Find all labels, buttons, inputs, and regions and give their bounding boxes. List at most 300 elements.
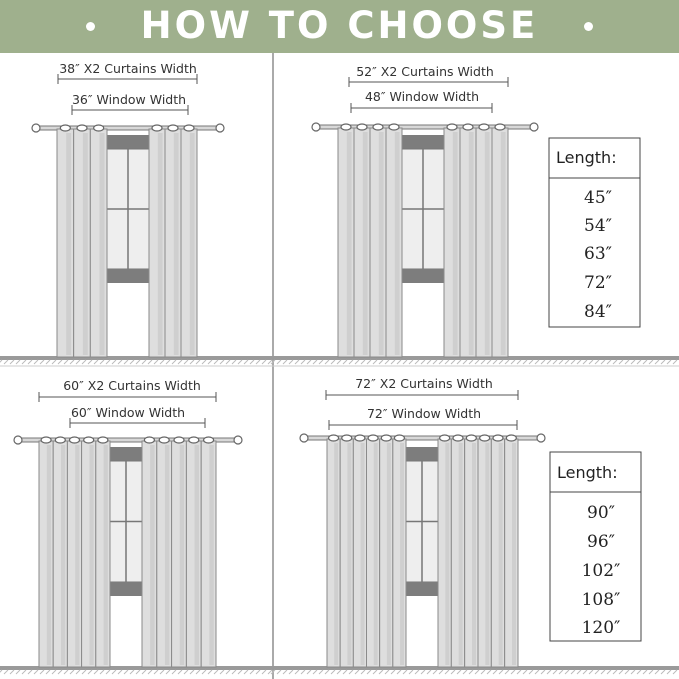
curtain-shadow (469, 132, 474, 355)
floor-hatch (196, 670, 200, 674)
length-box-short (549, 138, 640, 327)
floor-hatch (553, 670, 557, 674)
floor-hatch (94, 670, 98, 674)
floor-hatch (244, 670, 248, 674)
floor-hatch (601, 670, 605, 674)
floor-hatch (40, 670, 44, 674)
panel-38-inch (0, 61, 273, 364)
floor-hatch (403, 360, 407, 364)
floor-hatch (22, 360, 26, 364)
floor-hatch (655, 360, 659, 364)
floor-hatch (499, 670, 503, 674)
window-sill (404, 582, 440, 596)
curtain-shadow (485, 443, 489, 665)
floor-hatch (289, 670, 293, 674)
curtain-shadow (174, 133, 179, 355)
curtain-fold-left (386, 128, 402, 357)
curtain-shadow (61, 445, 65, 665)
floor-hatch (64, 670, 68, 674)
floor-hatch (523, 360, 527, 364)
floor-hatch (160, 360, 164, 364)
floor-hatch (631, 360, 635, 364)
floor-hatch (277, 670, 281, 674)
floor-hatch (130, 670, 134, 674)
floor-hatch (577, 360, 581, 364)
floor-hatch (130, 360, 134, 364)
grommet-ring (77, 125, 87, 131)
floor-hatch (367, 670, 371, 674)
floor-hatch (607, 360, 611, 364)
curtain-shadow (445, 443, 449, 665)
floor-hatch (16, 360, 20, 364)
floor-hatch (481, 360, 485, 364)
floor-hatch (349, 360, 353, 364)
grommet-ring (84, 437, 94, 443)
grommet-ring (373, 124, 383, 130)
floor-hatch (409, 360, 413, 364)
floor-hatch (238, 360, 242, 364)
floor-hatch (10, 360, 14, 364)
floor-hatch (232, 670, 236, 674)
grommet-ring (440, 435, 450, 441)
curtain-shadow (387, 443, 391, 665)
rod-finial-left (32, 124, 40, 132)
floor-hatch (142, 360, 146, 364)
length-value: 108″ (581, 590, 621, 610)
floor-hatch (499, 360, 503, 364)
floor-hatch (649, 670, 653, 674)
floor-hatch (457, 670, 461, 674)
floor-hatch (325, 360, 329, 364)
grommet-ring (60, 125, 70, 131)
floor-hatch (421, 360, 425, 364)
floor-hatch (331, 670, 335, 674)
curtain-shadow (361, 443, 365, 665)
curtain-shadow (512, 443, 516, 665)
grommet-ring (381, 435, 391, 441)
floor-hatch (451, 670, 455, 674)
curtain-fold-right (491, 439, 504, 667)
length-value: 90″ (587, 503, 615, 523)
floor-hatch (76, 360, 80, 364)
floor-hatch (124, 670, 128, 674)
floor-hatch (415, 670, 419, 674)
grommet-ring (466, 435, 476, 441)
window-header (110, 447, 142, 461)
floor-hatch (58, 360, 62, 364)
floor-hatch (94, 360, 98, 364)
floor-hatch (184, 670, 188, 674)
floor-hatch (457, 360, 461, 364)
grommet-ring (174, 437, 184, 443)
floor-hatch (445, 670, 449, 674)
floor-hatch (433, 670, 437, 674)
floor-hatch (319, 360, 323, 364)
floor-hatch (379, 360, 383, 364)
rod-finial-right (216, 124, 224, 132)
floor-hatch (82, 360, 86, 364)
floor-hatch (667, 360, 671, 364)
grommet-ring (447, 124, 457, 130)
curtain-fold-left (354, 128, 370, 357)
length-value: 63″ (584, 244, 612, 264)
floor-hatch (625, 360, 629, 364)
floor-hatch (433, 360, 437, 364)
floor-hatch (301, 670, 305, 674)
curtain-shadow (334, 443, 338, 665)
floor-hatch (100, 670, 104, 674)
floor-hatch (262, 360, 266, 364)
curtain-fold-right (476, 128, 492, 357)
floor-hatch (52, 670, 56, 674)
floor-hatch (40, 360, 44, 364)
curtain-shadow (89, 445, 93, 665)
curtain-shadow (347, 132, 352, 355)
floor-hatch (337, 670, 341, 674)
floor-hatch (16, 670, 20, 674)
floor-hatch (250, 360, 254, 364)
floor-hatch (214, 360, 218, 364)
floor-hatch (178, 360, 182, 364)
grommet-ring (144, 437, 154, 443)
grommet-ring (368, 435, 378, 441)
window-sill (105, 269, 151, 283)
curtain-shadow (100, 133, 105, 355)
grommet-ring (70, 437, 80, 443)
floor-hatch (256, 360, 260, 364)
floor-hatch (64, 360, 68, 364)
floor-hatch (208, 360, 212, 364)
floor-hatch (355, 360, 359, 364)
floor-hatch (595, 670, 599, 674)
floor-hatch (529, 360, 533, 364)
length-value: 102″ (581, 561, 621, 581)
floor-hatch (208, 670, 212, 674)
floor-hatch (559, 670, 563, 674)
grommet-ring (394, 435, 404, 441)
length-heading: Length: (557, 463, 618, 482)
floor-hatch (112, 670, 116, 674)
floor-hatch (427, 360, 431, 364)
floor-hatch (361, 670, 365, 674)
floor-hatch (301, 360, 305, 364)
rod-finial-left (300, 434, 308, 442)
floor-hatch (451, 360, 455, 364)
floor-hatch (541, 670, 545, 674)
floor-hatch (547, 360, 551, 364)
floor-hatch (463, 670, 467, 674)
floor-hatch (613, 360, 617, 364)
floor-hatch (535, 360, 539, 364)
floor-hatch (469, 360, 473, 364)
curtain-shadow (374, 443, 378, 665)
rod-finial-right (234, 436, 242, 444)
floor-hatch (337, 360, 341, 364)
floor-hatch (661, 360, 665, 364)
floor-hatch (673, 360, 677, 364)
floor-hatch (517, 360, 521, 364)
floor-hatch (379, 670, 383, 674)
grommet-ring (506, 435, 516, 441)
floor-hatch (619, 360, 623, 364)
length-value: 84″ (584, 302, 612, 322)
floor-hatch (409, 670, 413, 674)
grommet-ring (168, 125, 178, 131)
floor-hatch (553, 360, 557, 364)
floor-hatch (397, 360, 401, 364)
grommet-ring (94, 125, 104, 131)
floor-hatch (529, 670, 533, 674)
grommet-ring (55, 437, 65, 443)
grommet-ring (189, 437, 199, 443)
floor-hatch (46, 360, 50, 364)
floor-hatch (637, 360, 641, 364)
curtain-shadow (209, 445, 213, 665)
floor-hatch (571, 670, 575, 674)
length-heading: Length: (556, 148, 617, 167)
floor-hatch (166, 360, 170, 364)
length-value: 54″ (584, 216, 612, 236)
curtain-shadow (83, 133, 88, 355)
curtain-shadow (158, 133, 163, 355)
floor-hatch (34, 360, 38, 364)
floor-hatch (511, 360, 515, 364)
floor-hatch (595, 360, 599, 364)
curtain-shadow (347, 443, 351, 665)
floor-hatch (619, 670, 623, 674)
floor-hatch (667, 670, 671, 674)
grommet-ring (41, 437, 51, 443)
floor-hatch (88, 670, 92, 674)
curtain-shadow (472, 443, 476, 665)
floor-hatch (100, 360, 104, 364)
floor-hatch (625, 670, 629, 674)
floor-hatch (313, 360, 317, 364)
curtain-shadow (165, 445, 169, 665)
floor-hatch (112, 360, 116, 364)
floor-hatch (511, 670, 515, 674)
curtain-shadow (190, 133, 195, 355)
floor-hatch (565, 670, 569, 674)
floor-hatch (487, 670, 491, 674)
length-value: 45″ (584, 188, 612, 208)
floor-hatch (226, 670, 230, 674)
floor-hatch (535, 670, 539, 674)
curtain-shadow (379, 132, 384, 355)
floor-hatch (463, 360, 467, 364)
grommet-ring (493, 435, 503, 441)
floor-hatch (10, 670, 14, 674)
floor-hatch (148, 670, 152, 674)
grommet-ring (184, 125, 194, 131)
floor-hatch (355, 670, 359, 674)
floor-hatch (505, 360, 509, 364)
floor-hatch (136, 360, 140, 364)
floor-hatch (391, 360, 395, 364)
floor-hatch (172, 670, 176, 674)
floor-hatch (76, 670, 80, 674)
floor-hatch (142, 670, 146, 674)
floor-hatch (607, 670, 611, 674)
curtain-shadow (180, 445, 184, 665)
floor-hatch (493, 360, 497, 364)
floor-hatch (385, 670, 389, 674)
grommet-ring (152, 125, 162, 131)
grommet-ring (453, 435, 463, 441)
floor-hatch (475, 670, 479, 674)
floor-hatch (178, 670, 182, 674)
length-value: 120″ (581, 618, 621, 638)
floor-hatch (565, 360, 569, 364)
window-width-label: 72″ Window Width (366, 406, 482, 421)
floor-hatch (70, 670, 74, 674)
floor-hatch (601, 360, 605, 364)
floor-hatch (226, 360, 230, 364)
floor-hatch (166, 670, 170, 674)
floor-hatch (493, 670, 497, 674)
grommet-ring (479, 124, 489, 130)
floor-hatch (4, 670, 8, 674)
floor-hatch (673, 670, 677, 674)
grommet-ring (341, 124, 351, 130)
curtain-fold-left (370, 128, 386, 357)
curtain-shadow (104, 445, 108, 665)
curtain-shadow (400, 443, 404, 665)
floor-hatch (331, 360, 335, 364)
floor-hatch (397, 670, 401, 674)
curtain-shadow (395, 132, 400, 355)
floor-hatch (649, 360, 653, 364)
curtains-width-label: 38″ X2 Curtains Width (59, 61, 197, 76)
window-width-label: 48″ Window Width (364, 89, 480, 104)
floor-hatch (517, 670, 521, 674)
floor-hatch (307, 360, 311, 364)
floor-hatch (589, 360, 593, 364)
floor-hatch (154, 670, 158, 674)
floor-hatch (256, 670, 260, 674)
floor-hatch (481, 670, 485, 674)
floor-hatch (613, 670, 617, 674)
floor-hatch (220, 670, 224, 674)
floor-hatch (421, 670, 425, 674)
floor-hatch (487, 360, 491, 364)
floor-hatch (190, 670, 194, 674)
floor-hatch (82, 670, 86, 674)
floor-hatch (202, 360, 206, 364)
header-title: HOW TO CHOOSE (140, 4, 539, 47)
floor-hatch (415, 360, 419, 364)
floor-hatch (136, 670, 140, 674)
curtain-fold-right (451, 439, 464, 667)
floor-hatch (373, 670, 377, 674)
curtain-shadow (195, 445, 199, 665)
floor-hatch (184, 360, 188, 364)
floor-hatch (172, 360, 176, 364)
curtain-fold-right (492, 128, 508, 357)
floor-hatch (445, 360, 449, 364)
length-box-long (550, 452, 641, 641)
floor-hatch (373, 360, 377, 364)
grommet-ring (389, 124, 399, 130)
floor-hatch (319, 670, 323, 674)
curtain-shadow (150, 445, 154, 665)
floor-hatch (403, 670, 407, 674)
floor-hatch (160, 670, 164, 674)
floor-hatch (154, 360, 158, 364)
window-sill (108, 582, 144, 596)
floor-hatch (220, 360, 224, 364)
rod-finial-left (14, 436, 22, 444)
floor-hatch (232, 360, 236, 364)
curtain-shadow (66, 133, 71, 355)
floor-hatch (70, 360, 74, 364)
grommet-ring (495, 124, 505, 130)
floor-hatch (118, 360, 122, 364)
floor-hatch (244, 360, 248, 364)
floor-hatch (655, 670, 659, 674)
floor-hatch (583, 670, 587, 674)
rod-finial-right (537, 434, 545, 442)
length-value: 72″ (584, 273, 612, 293)
curtain-shadow (501, 132, 506, 355)
curtain-fold-left (338, 128, 354, 357)
floor-hatch (0, 670, 2, 674)
floor-hatch (361, 360, 365, 364)
floor-hatch (385, 360, 389, 364)
floor-hatch (475, 360, 479, 364)
floor-hatch (343, 670, 347, 674)
floor-hatch (559, 360, 563, 364)
floor-hatch (391, 670, 395, 674)
floor-hatch (214, 670, 218, 674)
floor-hatch (250, 670, 254, 674)
grommet-ring (329, 435, 339, 441)
floor-hatch (307, 670, 311, 674)
window-width-label: 60″ Window Width (70, 405, 186, 420)
floor-hatch (295, 360, 299, 364)
curtain-fold-right (444, 128, 460, 357)
floor-hatch (277, 360, 281, 364)
floor-hatch (313, 670, 317, 674)
floor-hatch (349, 670, 353, 674)
grommet-ring (98, 437, 108, 443)
floor-hatch (106, 360, 110, 364)
floor-hatch (289, 360, 293, 364)
floor-hatch (439, 670, 443, 674)
window-header (402, 135, 444, 149)
floor-hatch (196, 360, 200, 364)
window-header (406, 447, 438, 461)
window-width-label: 36″ Window Width (71, 92, 187, 107)
floor-hatch (589, 670, 593, 674)
floor-hatch (52, 360, 56, 364)
rod-finial-right (530, 123, 538, 131)
floor-hatch (283, 670, 287, 674)
floor-hatch (523, 670, 527, 674)
floor-hatch (637, 670, 641, 674)
floor-hatch (283, 360, 287, 364)
floor-hatch (262, 670, 266, 674)
floor-hatch (295, 670, 299, 674)
floor-hatch (469, 670, 473, 674)
grommet-ring (357, 124, 367, 130)
floor-hatch (343, 360, 347, 364)
floor-hatch (118, 670, 122, 674)
floor-hatch (643, 360, 647, 364)
grommet-ring (342, 435, 352, 441)
floor-hatch (202, 670, 206, 674)
grommet-ring (463, 124, 473, 130)
